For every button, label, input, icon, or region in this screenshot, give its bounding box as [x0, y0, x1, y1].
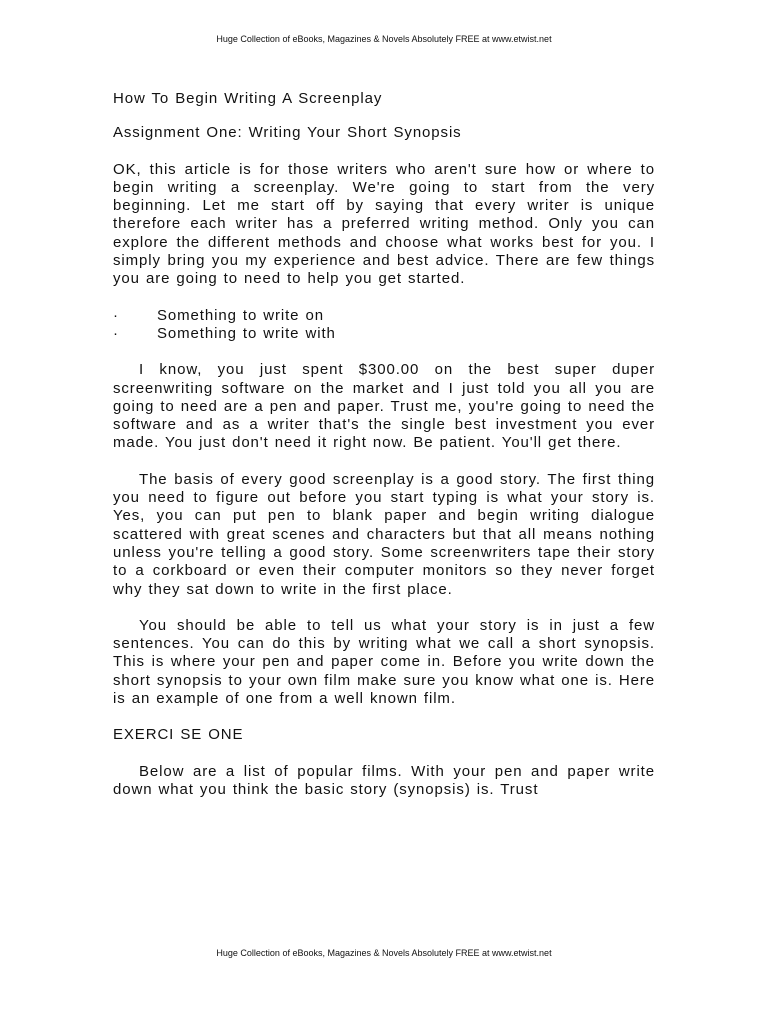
bullet-icon: · [113, 324, 119, 342]
page-footer: Huge Collection of eBooks, Magazines & Novels Absolutely FREE at www.etwist.net [216, 948, 552, 958]
bullet-icon: · [113, 306, 119, 324]
list-item [113, 307, 655, 325]
synopsis-paragraph: You should be able to tell us what your story is in just a few sentences. You can do this by writing what we call a short synopsis. This is where your pen and paper come in. Before you write down the short synopsis to your own film make sure you know what one is. Here is an example of one from a well known film. [113, 616, 655, 708]
exercise-paragraph: Below are a list of popular films. With your pen and paper write down what you think the basic story (synopsis) is. Trust [113, 762, 655, 798]
page-header: Huge Collection of eBooks, Magazines & Novels Absolutely FREE at www.etwist.net [216, 34, 552, 44]
list-item-text: Something to write with [157, 324, 336, 342]
document-subtitle: Assignment One: Writing Your Short Synopsis [113, 124, 462, 142]
list-item [113, 325, 655, 343]
story-paragraph: The basis of every good screenplay is a good story. The first thing you need to figure out before you start typing is what your story is. Yes, you can put pen to blank paper and begin writing dialogue scattered with great scenes and characters but that all means nothing unless you're telling a good story. Some screenwriters tape their story to a corkboard or even their computer monitors so they never forget why they sat down to write in the first place. [113, 470, 655, 598]
document-body [113, 90, 655, 817]
exercise-heading: EXERCI SE ONE [113, 726, 244, 744]
software-paragraph: I know, you just spent $300.00 on the best super duper screenwriting software on the market and I just told you all you are going to need are a pen and paper. Trust me, you're going to need the software and as a writer that's the single best investment you ever made. You just don't need it right now. Be patient. You'll get there. [113, 361, 655, 452]
supplies-list [113, 307, 655, 344]
list-item-text: Something to write on [157, 306, 324, 324]
document-title: How To Begin Writing A Screenplay [113, 90, 383, 107]
intro-paragraph: OK, this article is for those writers who aren't sure how or where to begin writing a screenplay. We're going to start from the very beginning. Let me start off by saying that every writer is unique therefore each writer has a preferred writing method. Only you can explore the different methods and choose what works best for you. I simply bring you my experience and best advice. There are few things you are going to need to help you get started. [113, 160, 655, 288]
